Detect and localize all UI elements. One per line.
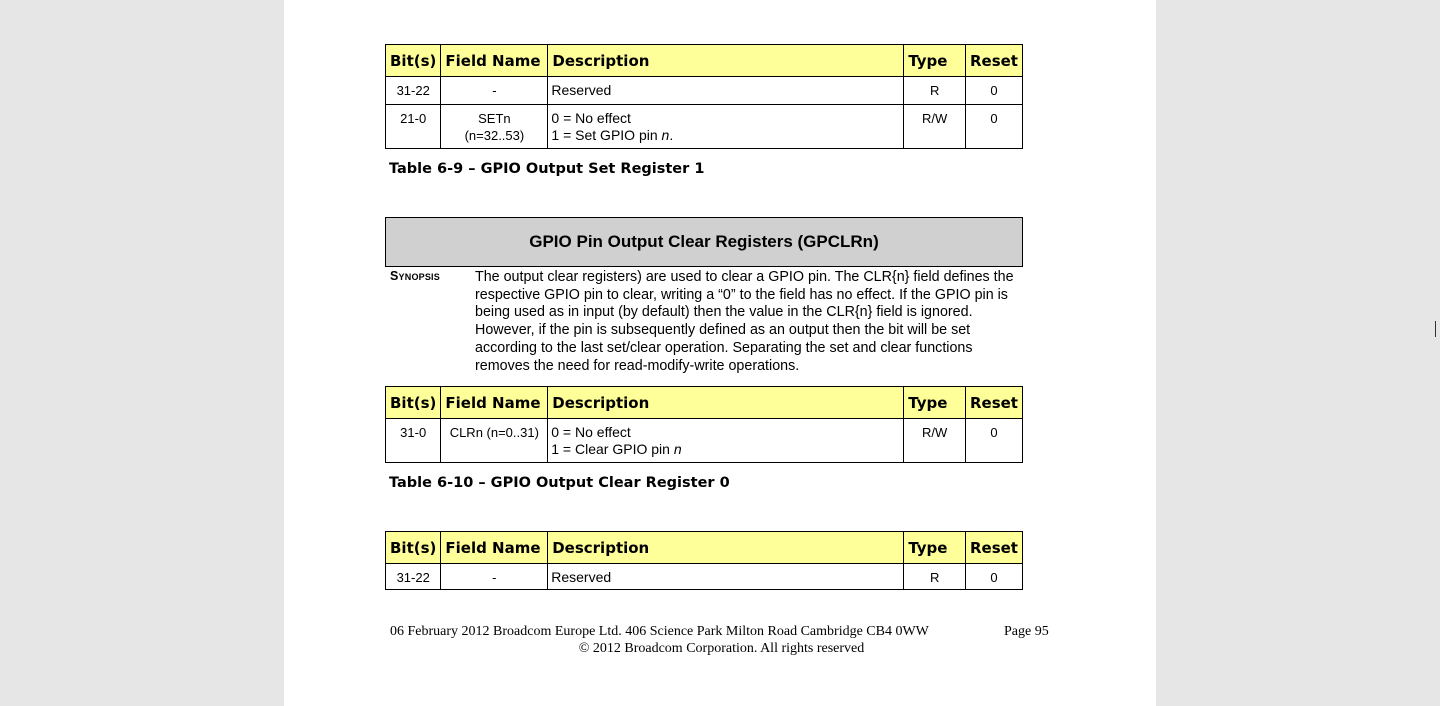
header-field-name: Field Name bbox=[441, 387, 548, 419]
cell-type: R/W bbox=[904, 105, 966, 149]
table-caption: Table 6-10 – GPIO Output Clear Register 0 bbox=[389, 475, 730, 491]
header-type: Type bbox=[904, 532, 966, 564]
cell-bits: 21-0 bbox=[386, 105, 441, 149]
table-row bbox=[386, 105, 1023, 149]
field-name-line: SETn bbox=[478, 111, 511, 126]
table-header-row bbox=[386, 532, 1023, 564]
text-cursor-icon bbox=[1435, 321, 1436, 337]
footer-copyright: © 2012 Broadcom Corporation. All rights reserved bbox=[578, 641, 865, 656]
desc-italic: n bbox=[661, 127, 670, 143]
cell-description: Reserved bbox=[548, 77, 904, 105]
desc-line-1: 0 = No effect bbox=[551, 424, 631, 440]
header-reset: Reset bbox=[965, 532, 1022, 564]
table-row bbox=[386, 419, 1023, 463]
desc-line-1: 0 = No effect bbox=[551, 110, 631, 126]
header-reset: Reset bbox=[965, 45, 1022, 77]
table-caption: Table 6-9 – GPIO Output Set Register 1 bbox=[389, 161, 705, 177]
page-number: Page 95 bbox=[1004, 624, 1049, 639]
register-table-clear-0 bbox=[385, 386, 1023, 463]
cell-description bbox=[548, 105, 904, 149]
desc-line-2 bbox=[551, 127, 900, 144]
header-field-name: Field Name bbox=[441, 532, 548, 564]
cell-reset: 0 bbox=[965, 564, 1022, 590]
cell-field bbox=[441, 105, 548, 149]
document-page bbox=[284, 0, 1156, 706]
synopsis-label: Synopsis bbox=[390, 269, 440, 283]
header-bits: Bit(s) bbox=[386, 45, 441, 77]
header-description: Description bbox=[548, 45, 904, 77]
cell-bits: 31-0 bbox=[386, 419, 441, 463]
cell-type: R bbox=[904, 77, 966, 105]
cell-field: - bbox=[441, 564, 548, 590]
table-row bbox=[386, 564, 1023, 590]
header-type: Type bbox=[904, 387, 966, 419]
header-bits: Bit(s) bbox=[386, 532, 441, 564]
synopsis-text: The output clear registers) are used to clear a GPIO pin. The CLR{n} field defines the respective GPIO pin to clear, writing a “0” to the field has no effect. If the GPIO pin is being used as in input (by default) then the value in the CLR{n} field is ignored. However, if the pin is subsequently defined as an output then the bit will be set according to the last set/clear operation. Separating the set and clear functions removes the need for read-modify-write operations. bbox=[475, 269, 1014, 374]
header-reset: Reset bbox=[965, 387, 1022, 419]
cell-field: - bbox=[441, 77, 548, 105]
cell-type: R bbox=[904, 564, 966, 590]
header-field-name: Field Name bbox=[441, 45, 548, 77]
desc-prefix: 1 = Set GPIO pin bbox=[551, 127, 662, 143]
cell-field: CLRn (n=0..31) bbox=[441, 419, 548, 463]
header-type: Type bbox=[904, 45, 966, 77]
header-description: Description bbox=[548, 532, 904, 564]
cell-reset: 0 bbox=[965, 105, 1022, 149]
cell-type: R/W bbox=[904, 419, 966, 463]
field-range-line: (n=32..53) bbox=[464, 128, 525, 143]
desc-line-2 bbox=[551, 441, 900, 458]
table-row bbox=[386, 77, 1023, 105]
cell-description: Reserved bbox=[548, 564, 904, 590]
cell-reset: 0 bbox=[965, 77, 1022, 105]
table-header-row bbox=[386, 45, 1023, 77]
desc-prefix: 1 = Clear GPIO pin bbox=[551, 441, 674, 457]
header-description: Description bbox=[548, 387, 904, 419]
register-table-set-1 bbox=[385, 44, 1023, 149]
cell-bits: 31-22 bbox=[386, 77, 441, 105]
desc-italic: n bbox=[673, 441, 682, 457]
cell-reset: 0 bbox=[965, 419, 1022, 463]
table-header-row bbox=[386, 387, 1023, 419]
cell-description bbox=[548, 419, 904, 463]
cell-bits: 31-22 bbox=[386, 564, 441, 590]
desc-suffix: . bbox=[669, 127, 674, 143]
footer-address: 06 February 2012 Broadcom Europe Ltd. 406 Science Park Milton Road Cambridge CB4 0WW bbox=[390, 624, 929, 639]
register-table-clear-1 bbox=[385, 531, 1023, 590]
section-title: GPIO Pin Output Clear Registers (GPCLRn) bbox=[385, 217, 1023, 267]
header-bits: Bit(s) bbox=[386, 387, 441, 419]
